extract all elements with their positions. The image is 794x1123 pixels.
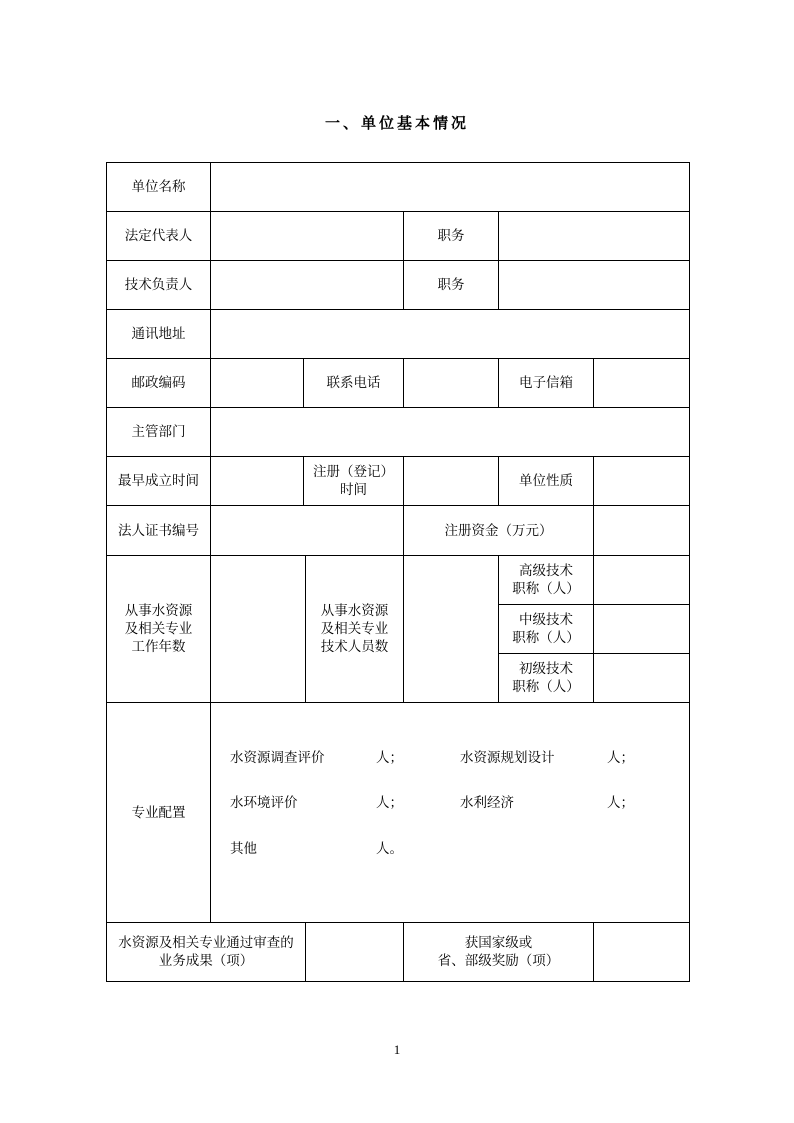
legal-rep-position-label: 职务	[403, 211, 499, 261]
address-label: 通讯地址	[106, 309, 211, 359]
config-label: 专业配置	[106, 702, 211, 923]
authority-field[interactable]	[210, 407, 690, 457]
unit-name-label: 单位名称	[106, 162, 211, 212]
address-field[interactable]	[210, 309, 690, 359]
junior-title-label: 初级技术 职称（人）	[498, 653, 594, 703]
tech-staff-label: 从事水资源 及相关专业 技术人员数	[305, 555, 404, 703]
junior-title-field[interactable]	[593, 653, 690, 703]
email-label: 电子信箱	[498, 358, 594, 408]
config-area	[210, 702, 690, 923]
earliest-date-field[interactable]	[210, 456, 304, 506]
unit-nature-label: 单位性质	[498, 456, 594, 506]
reg-capital-field[interactable]	[593, 505, 690, 556]
tech-lead-field[interactable]	[210, 260, 404, 310]
tech-lead-position-label: 职务	[403, 260, 499, 310]
work-years-label: 从事水资源 及相关专业 工作年数	[106, 555, 211, 703]
postcode-field[interactable]	[210, 358, 304, 408]
config-other-unit: 人。	[376, 841, 403, 857]
unit-nature-field[interactable]	[593, 456, 690, 506]
tech-lead-label: 技术负责人	[106, 260, 211, 310]
tech-lead-position-field[interactable]	[498, 260, 690, 310]
config-planning-label: 水资源规划设计	[460, 750, 555, 766]
config-economy-label: 水利经济	[460, 795, 514, 811]
awards-label: 获国家级或 省、部级奖励（项）	[403, 922, 594, 982]
mid-title-field[interactable]	[593, 604, 690, 654]
senior-title-label: 高级技术 职称（人）	[498, 555, 594, 605]
senior-title-field[interactable]	[593, 555, 690, 605]
postcode-label: 邮政编码	[106, 358, 211, 408]
cert-no-field[interactable]	[210, 505, 404, 556]
config-survey-label: 水资源调查评价	[230, 750, 325, 766]
legal-rep-label: 法定代表人	[106, 211, 211, 261]
reg-time-label: 注册（登记） 时间	[303, 456, 404, 506]
config-env-label: 水环境评价	[230, 795, 298, 811]
authority-label: 主管部门	[106, 407, 211, 457]
legal-rep-position-field[interactable]	[498, 211, 690, 261]
reg-capital-label: 注册资金（万元）	[403, 505, 594, 556]
phone-field[interactable]	[403, 358, 499, 408]
phone-label: 联系电话	[303, 358, 404, 408]
config-other-label: 其他	[230, 841, 257, 857]
email-field[interactable]	[593, 358, 690, 408]
earliest-date-label: 最早成立时间	[106, 456, 211, 506]
results-field[interactable]	[305, 922, 404, 982]
legal-rep-field[interactable]	[210, 211, 404, 261]
config-economy-unit: 人；	[607, 795, 634, 811]
awards-field[interactable]	[593, 922, 690, 982]
cert-no-label: 法人证书编号	[106, 505, 211, 556]
results-label: 水资源及相关专业通过审查的 业务成果（项）	[106, 922, 306, 982]
config-env-unit: 人；	[376, 795, 403, 811]
page-title: 一、单位基本情况	[324, 114, 469, 132]
tech-staff-field[interactable]	[403, 555, 499, 703]
mid-title-label: 中级技术 职称（人）	[498, 604, 594, 654]
reg-time-field[interactable]	[403, 456, 499, 506]
page-number: 1	[393, 1042, 401, 1057]
unit-name-field[interactable]	[210, 162, 690, 212]
config-planning-unit: 人；	[607, 750, 634, 766]
work-years-field[interactable]	[210, 555, 306, 703]
config-survey-unit: 人；	[376, 750, 403, 766]
